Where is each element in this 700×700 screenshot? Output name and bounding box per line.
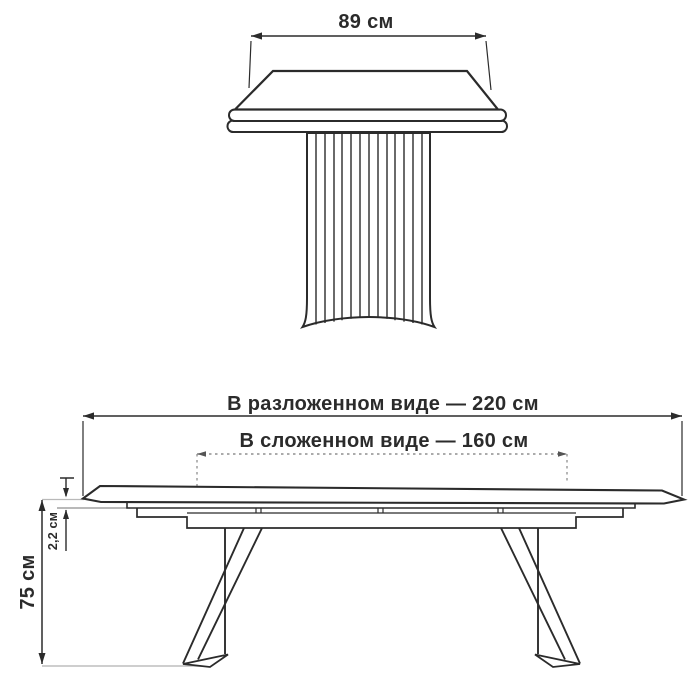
folded-arrow-left xyxy=(197,451,206,457)
right-leg xyxy=(501,528,580,667)
extended-arrow-right xyxy=(671,412,682,419)
thickness-arrow-up xyxy=(63,510,69,520)
folded-dimension-group xyxy=(197,454,567,486)
front-top-edge-band-lower xyxy=(228,121,508,133)
top-thickness-label: 2,2 см xyxy=(45,511,60,551)
left-leg-diagonal xyxy=(183,528,262,664)
side-tabletop-slab xyxy=(83,486,684,504)
thickness-arrow-down xyxy=(63,488,69,498)
right-leg-diagonal xyxy=(501,528,580,664)
extended-arrow-left xyxy=(83,412,94,419)
table-height-label: 75 см xyxy=(17,554,39,610)
front-view-group xyxy=(228,32,508,327)
height-arrow-bottom xyxy=(39,653,46,664)
extended-length-label: В разложенном виде — 220 см xyxy=(227,393,539,415)
folded-witness-lines xyxy=(197,454,567,486)
front-tabletop-surface xyxy=(235,71,498,110)
left-leg-foot xyxy=(183,655,228,668)
apron-step-profile xyxy=(137,508,623,528)
folded-arrow-right xyxy=(558,451,567,457)
front-width-arrow-left xyxy=(251,32,262,39)
folded-length-label: В сложенном виде — 160 см xyxy=(239,430,529,452)
front-width-label: 89 см xyxy=(338,11,394,33)
left-leg xyxy=(183,528,262,667)
height-arrow-top xyxy=(39,500,46,511)
front-top-edge-band-upper xyxy=(229,110,506,122)
front-width-arrow-right xyxy=(475,32,486,39)
right-leg-foot xyxy=(535,655,580,668)
